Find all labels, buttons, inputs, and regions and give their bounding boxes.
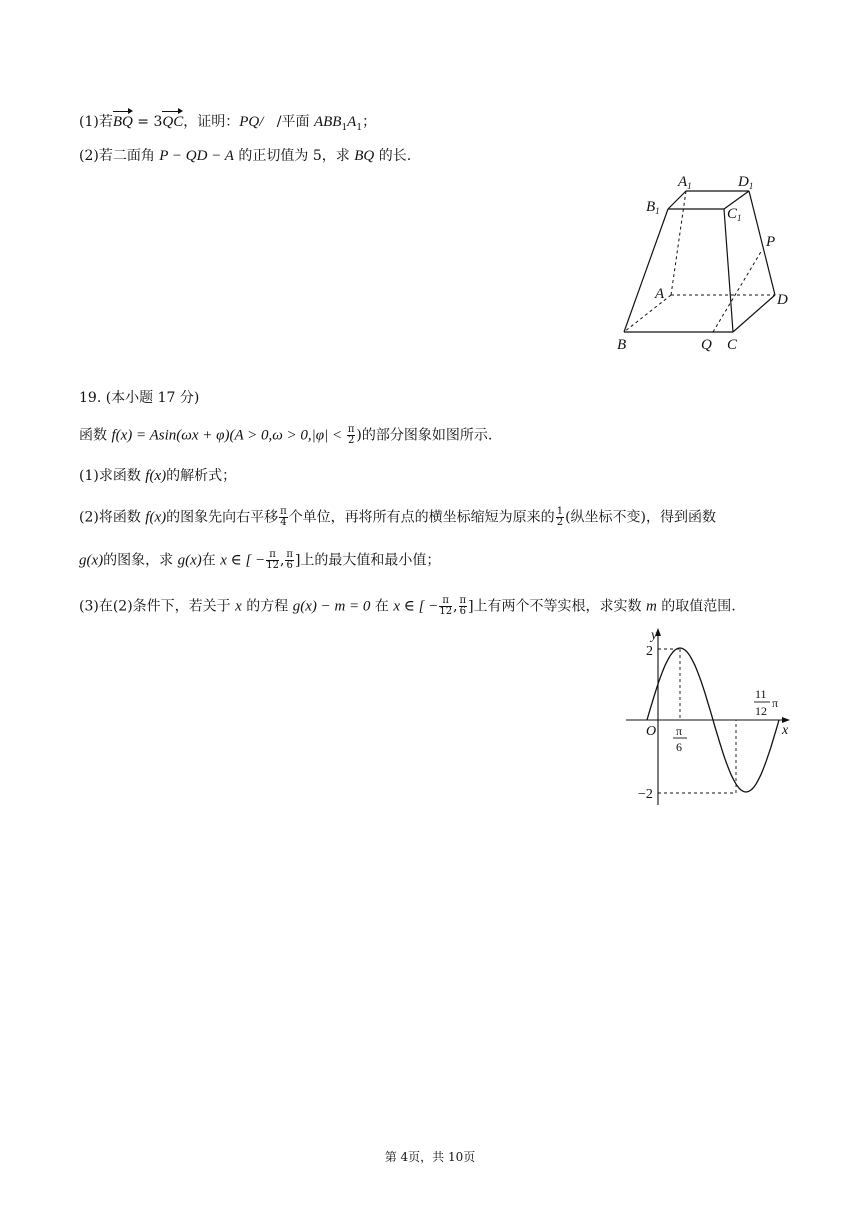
label-pi-2: π	[772, 696, 779, 710]
label-q: Q	[701, 337, 712, 353]
problem19-q2	[79, 507, 716, 528]
math: m	[646, 598, 657, 615]
text: ]上有两个不等实根，求实数	[468, 598, 647, 615]
label-11: 11	[755, 687, 767, 701]
label-y: y	[651, 628, 658, 643]
label-minus-2: −2	[638, 787, 653, 802]
text: ,	[279, 552, 285, 569]
label-c1: $C_1$	[727, 206, 742, 223]
denominator: 12	[439, 606, 453, 617]
edge-b1a1	[668, 191, 686, 209]
problem19-header: 19. (本小题 17 分)	[79, 390, 200, 406]
math: x	[235, 598, 242, 615]
edge-c1c	[724, 209, 733, 332]
denominator: 6	[459, 606, 466, 617]
edge-b1b	[624, 209, 668, 332]
text: 的正切值为 5，求	[233, 148, 355, 164]
text: 的取值范围.	[656, 598, 736, 615]
problem19-statement	[79, 425, 492, 446]
math: A	[347, 114, 357, 130]
numerator: π	[266, 550, 279, 561]
label-x: x	[782, 723, 789, 738]
label-origin: O	[646, 724, 657, 739]
label-2: 2	[646, 644, 653, 659]
fraction	[285, 550, 294, 571]
fraction	[459, 596, 468, 617]
text: 的长.	[374, 148, 412, 164]
text: )的部分图象如图所示.	[356, 427, 493, 444]
math: f(x) = Asin(ωx + φ)(A > 0,ω > 0,|φ| <	[111, 427, 346, 444]
numerator: π	[280, 506, 287, 517]
text: 个单位，再将所有点的横坐标缩短为原来的	[288, 509, 555, 526]
problem19-q2-continued	[79, 550, 440, 571]
text: 在	[201, 552, 221, 569]
label-pi: π	[676, 724, 683, 738]
text: (纵坐标不变)，得到函数	[565, 509, 716, 526]
text: 的解析式；	[166, 468, 237, 484]
segment-qp-hidden	[713, 250, 762, 332]
label-12: 12	[755, 704, 767, 718]
numerator: π	[347, 424, 355, 435]
denominator: 2	[347, 435, 355, 446]
frustum-figure	[610, 170, 800, 355]
label-d: D	[777, 292, 788, 308]
denominator: 2	[556, 517, 564, 528]
text: 的图象先向右平移	[166, 509, 279, 526]
fraction	[439, 596, 452, 617]
text: 的图象，求	[103, 552, 178, 569]
text: ,	[453, 598, 458, 615]
label-d1: $D_1$	[738, 174, 754, 191]
label-6: 6	[676, 740, 682, 754]
text: 函数	[79, 427, 112, 444]
label-a: A	[655, 286, 665, 302]
denominator: 12	[266, 560, 279, 571]
text: ；	[362, 114, 377, 130]
edge-cd	[733, 295, 775, 332]
subscript: 1	[356, 122, 363, 133]
text: (1)求函数	[79, 468, 146, 484]
fraction	[556, 507, 564, 528]
math: f(x)	[145, 468, 167, 484]
vector-bq: BQ	[112, 114, 133, 130]
text: ，证明：	[183, 114, 240, 130]
numerator: π	[286, 549, 293, 560]
denominator: 4	[280, 517, 287, 528]
label-c: C	[727, 337, 738, 353]
numerator: π	[459, 595, 467, 606]
page-footer: 第 4页，共 10页	[384, 1150, 476, 1164]
math: PQ/	[239, 114, 264, 130]
text: /平面	[276, 114, 314, 130]
text: (3)在(2)条件下，若关于	[79, 598, 236, 615]
math: x ∈ [ −	[220, 552, 266, 569]
fraction	[279, 507, 288, 528]
math: g(x)	[79, 552, 104, 569]
fraction	[266, 550, 279, 571]
numerator: 1	[556, 506, 564, 517]
label-a1: $A_1$	[678, 174, 692, 191]
text: (2)将函数	[79, 509, 146, 526]
math: g(x) − m = 0	[292, 598, 371, 615]
math: BQ	[354, 148, 375, 164]
problem18-part1	[79, 112, 376, 138]
label-b: B	[617, 337, 627, 353]
problem19-q1	[79, 466, 236, 486]
problem18-part2	[79, 146, 411, 166]
label-p: P	[766, 234, 776, 250]
sine-graph	[620, 622, 820, 812]
problem19-q3	[79, 596, 736, 617]
text: ]上的最大值和最小值；	[294, 552, 441, 569]
fraction	[347, 425, 356, 446]
math: P − QD − A	[159, 148, 234, 164]
label-b1: $B_1$	[646, 199, 660, 216]
text: 在	[370, 598, 394, 615]
math: x ∈ [ −	[393, 598, 439, 615]
text: (2)若二面角	[79, 148, 160, 164]
edge-a1a-hidden	[671, 191, 686, 295]
subscript: 1	[341, 122, 348, 133]
text	[263, 114, 276, 130]
text: = 3	[132, 114, 163, 130]
math: f(x)	[145, 509, 167, 526]
math: ABB	[313, 114, 342, 130]
text: 的方程	[241, 598, 293, 615]
vector-qc: QC	[162, 114, 184, 130]
numerator: π	[439, 596, 452, 607]
math: g(x)	[177, 552, 202, 569]
denominator: 6	[286, 560, 293, 571]
text: (1)若	[79, 114, 113, 130]
